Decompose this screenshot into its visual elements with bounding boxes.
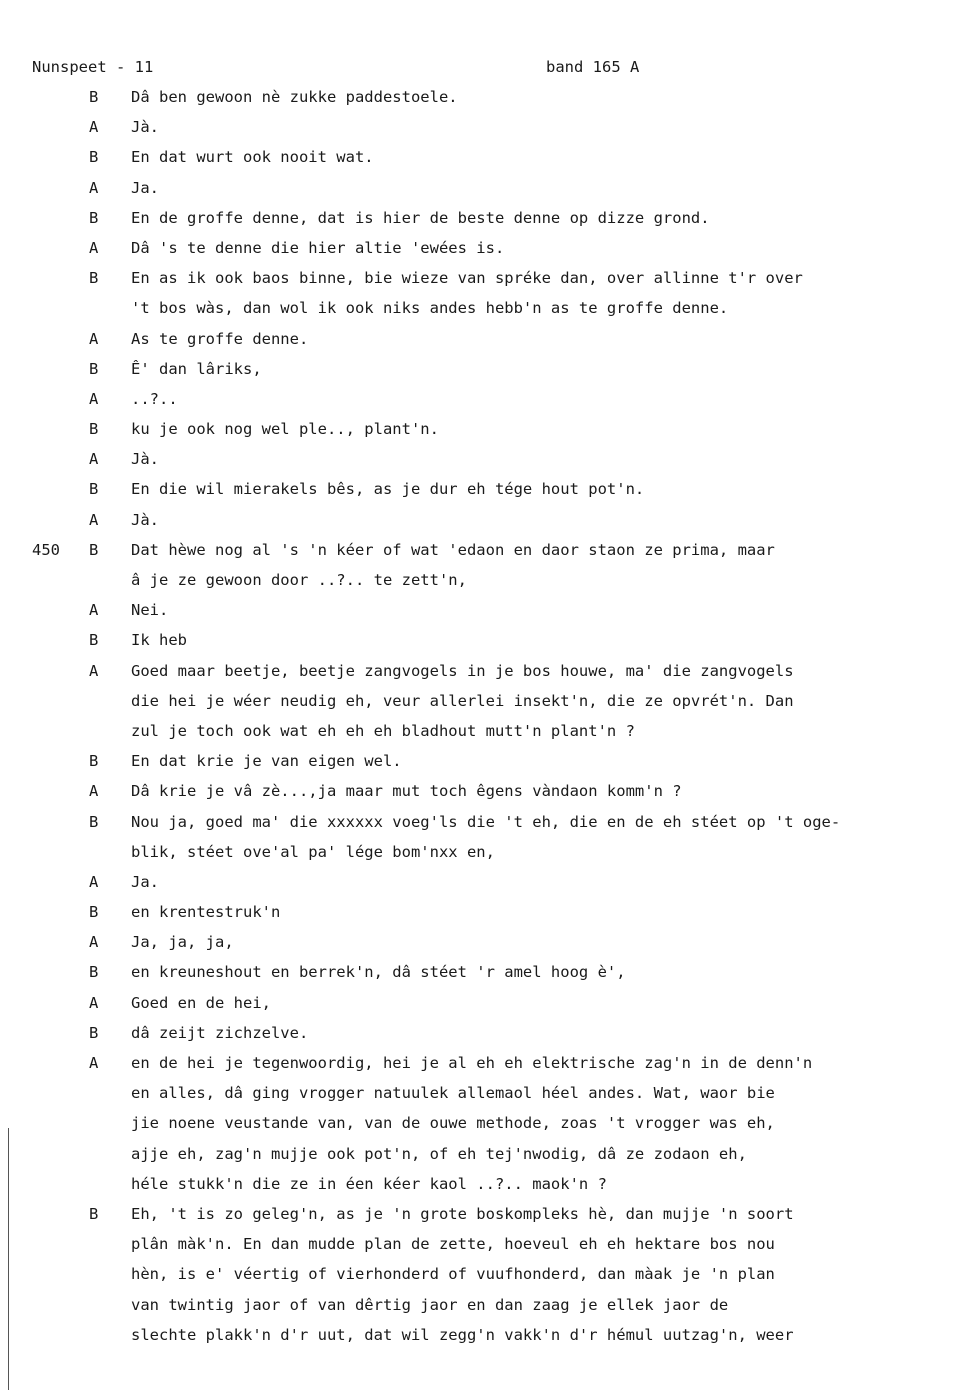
- transcript-turn: [0, 324, 966, 354]
- transcript-turn: [0, 505, 966, 535]
- page-header: [32, 52, 732, 82]
- utterance-text: [131, 595, 961, 625]
- speaker-label: B: [89, 480, 99, 499]
- utterance-text: [131, 82, 961, 112]
- utterance-line: Jà.: [131, 450, 159, 469]
- speaker-label: A: [89, 601, 99, 620]
- utterance-text: [131, 444, 961, 474]
- transcript-turn: [0, 867, 966, 897]
- utterance-line: Eh, 't is zo geleg'n, as je 'n grote boskompleks hè, dan mujje 'n soort: [131, 1204, 794, 1223]
- utterance-line: blik, stéet ove'al pa' lége bom'nxx en,: [131, 842, 495, 861]
- speaker-label: A: [89, 118, 99, 137]
- utterance-line: Ja, ja, ja,: [131, 933, 234, 952]
- transcript-turn: [0, 927, 966, 957]
- utterance-line: héle stukk'n die ze in éen kéer kaol ..?.. maok'n ?: [131, 1174, 607, 1193]
- utterance-line: van twintig jaor of van dêrtig jaor en dan zaag je ellek jaor de: [131, 1295, 729, 1314]
- utterance-line: en de hei je tegenwoordig, hei je al eh eh elektrische zag'n in de denn'n: [131, 1054, 813, 1072]
- utterance-line: ajje eh, zag'n mujje ook pot'n, of eh tej'nwodig, dâ ze zodaon eh,: [131, 1144, 747, 1163]
- speaker-label: A: [89, 389, 99, 408]
- utterance-text: [131, 173, 961, 203]
- utterance-text: [131, 354, 961, 384]
- utterance-line: zul je toch ook wat eh eh eh bladhout mutt'n plant'n ?: [131, 721, 635, 740]
- transcript-turn: [0, 203, 966, 233]
- utterance-text: [131, 474, 961, 504]
- utterance-text: [131, 142, 961, 172]
- utterance-text: [131, 1048, 961, 1199]
- utterance-line: jie noene veustande van, van de ouwe methode, zoas 't vrogger was eh,: [131, 1114, 775, 1133]
- utterance-text: [131, 927, 961, 957]
- transcript-turn: [0, 233, 966, 263]
- speaker-label: A: [89, 661, 99, 680]
- utterance-text: [131, 807, 961, 867]
- transcript-body: [0, 82, 966, 1350]
- speaker-label: B: [89, 88, 99, 106]
- speaker-label: B: [89, 148, 99, 167]
- utterance-text: [131, 384, 961, 414]
- utterance-line: en krentestruk'n: [131, 903, 281, 922]
- utterance-line: ..?..: [131, 389, 178, 408]
- utterance-line: En as ik ook baos binne, bie wieze van spréke dan, over allinne t'r over: [131, 269, 803, 288]
- utterance-line: Dat hèwe nog al 's 'n kéer of wat 'edaon en daor staon ze prima, maar: [131, 540, 775, 559]
- utterance-text: [131, 1018, 961, 1048]
- utterance-text: [131, 625, 961, 655]
- utterance-line: As te groffe denne.: [131, 329, 309, 348]
- speaker-label: B: [89, 631, 99, 650]
- transcript-turn: [0, 595, 966, 625]
- header-tape-id: band 165 A: [546, 58, 640, 76]
- utterance-line: Jà.: [131, 118, 159, 137]
- transcript-turn: [0, 1199, 966, 1350]
- utterance-line: Nou ja, goed ma' die xxxxxx voeg'ls die 't eh, die en de eh stéet op 't oge-: [131, 812, 841, 831]
- utterance-line: plân màk'n. En dan mudde plan de zette, hoeveul eh eh hektare bos nou: [131, 1235, 775, 1254]
- utterance-text: [131, 203, 961, 233]
- utterance-line: En die wil mierakels bês, as je dur eh tége hout pot'n.: [131, 480, 645, 499]
- utterance-text: [131, 324, 961, 354]
- utterance-line: Goed maar beetje, beetje zangvogels in je bos houwe, ma' die zangvogels: [131, 661, 794, 680]
- utterance-text: [131, 1199, 961, 1350]
- transcript-turn: [0, 746, 966, 776]
- speaker-label: B: [89, 812, 99, 831]
- transcript-turn: [0, 414, 966, 444]
- utterance-line: slechte plakk'n d'r uut, dat wil zegg'n vakk'n d'r hémul uutzag'n, weer: [131, 1325, 794, 1344]
- utterance-line: Ja.: [131, 178, 159, 197]
- transcript-turn: [0, 656, 966, 747]
- utterance-line: Ê' dan lâriks,: [131, 359, 262, 378]
- header-location: Nunspeet - 11: [32, 58, 154, 76]
- utterance-line: En dat wurt ook nooit wat.: [131, 148, 374, 167]
- transcript-turn: [0, 897, 966, 927]
- speaker-label: A: [89, 450, 99, 469]
- transcript-turn: [0, 474, 966, 504]
- speaker-label: B: [89, 903, 99, 922]
- utterance-text: [131, 897, 961, 927]
- transcript-turn: [0, 535, 966, 595]
- speaker-label: B: [89, 359, 99, 378]
- utterance-line: ku je ook nog wel ple.., plant'n.: [131, 420, 439, 439]
- utterance-line: Nei.: [131, 601, 169, 620]
- speaker-label: A: [89, 329, 99, 348]
- transcript-turn: [0, 82, 966, 112]
- utterance-line: Dâ 's te denne die hier altie 'ewées is.: [131, 238, 505, 257]
- speaker-label: A: [89, 1054, 99, 1072]
- speaker-label: B: [89, 1204, 99, 1223]
- utterance-line: En dat krie je van eigen wel.: [131, 752, 402, 771]
- speaker-label: A: [89, 178, 99, 197]
- transcript-turn: [0, 807, 966, 867]
- utterance-text: [131, 263, 961, 323]
- utterance-line: 't bos wàs, dan wol ik ook niks andes hebb'n as te groffe denne.: [131, 299, 729, 318]
- transcript-turn: [0, 1018, 966, 1048]
- transcript-turn: [0, 354, 966, 384]
- line-number: 450: [32, 540, 60, 559]
- transcript-turn: [0, 173, 966, 203]
- utterance-line: Ik heb: [131, 631, 187, 650]
- utterance-line: Dâ ben gewoon nè zukke paddestoele.: [131, 88, 458, 106]
- transcript-turn: [0, 112, 966, 142]
- utterance-line: Ja.: [131, 872, 159, 891]
- speaker-label: B: [89, 752, 99, 771]
- utterance-line: hèn, is e' véertig of vierhonderd of vuufhonderd, dan màak je 'n plan: [131, 1265, 775, 1284]
- utterance-line: Dâ krie je vâ zè...,ja maar mut toch êgens vàndaon komm'n ?: [131, 782, 682, 801]
- utterance-text: [131, 414, 961, 444]
- utterance-text: [131, 112, 961, 142]
- transcript-turn: [0, 263, 966, 323]
- transcript-turn: [0, 444, 966, 474]
- speaker-label: A: [89, 782, 99, 801]
- utterance-line: die hei je wéer neudig eh, veur allerlei insekt'n, die ze opvrét'n. Dan: [131, 691, 794, 710]
- speaker-label: A: [89, 510, 99, 529]
- utterance-text: [131, 957, 961, 987]
- utterance-text: [131, 988, 961, 1018]
- utterance-text: [131, 867, 961, 897]
- speaker-label: A: [89, 993, 99, 1012]
- utterance-text: [131, 535, 961, 595]
- utterance-text: [131, 746, 961, 776]
- utterance-line: en kreuneshout en berrek'n, dâ stéet 'r amel hoog è',: [131, 963, 626, 982]
- utterance-text: [131, 505, 961, 535]
- utterance-text: [131, 776, 961, 806]
- transcript-turn: [0, 625, 966, 655]
- speaker-label: B: [89, 420, 99, 439]
- transcript-turn: [0, 776, 966, 806]
- speaker-label: B: [89, 208, 99, 227]
- transcript-turn: [0, 957, 966, 987]
- utterance-line: dâ zeijt zichzelve.: [131, 1023, 309, 1042]
- utterance-line: en alles, dâ ging vrogger natuulek allemaol héel andes. Wat, waor bie: [131, 1084, 775, 1103]
- transcript-turn: [0, 142, 966, 172]
- transcript-turn: [0, 988, 966, 1018]
- utterance-text: [131, 656, 961, 747]
- speaker-label: B: [89, 540, 99, 559]
- speaker-label: A: [89, 872, 99, 891]
- speaker-label: B: [89, 1023, 99, 1042]
- speaker-label: B: [89, 269, 99, 288]
- utterance-line: En de groffe denne, dat is hier de beste denne op dizze grond.: [131, 208, 710, 227]
- speaker-label: A: [89, 238, 99, 257]
- margin-rule: [8, 1128, 9, 1390]
- speaker-label: B: [89, 963, 99, 982]
- speaker-label: A: [89, 933, 99, 952]
- transcript-turn: [0, 384, 966, 414]
- transcript-turn: [0, 1048, 966, 1199]
- utterance-text: [131, 233, 961, 263]
- utterance-line: â je ze gewoon door ..?.. te zett'n,: [131, 571, 467, 589]
- utterance-line: Goed en de hei,: [131, 993, 271, 1012]
- utterance-line: Jà.: [131, 510, 159, 529]
